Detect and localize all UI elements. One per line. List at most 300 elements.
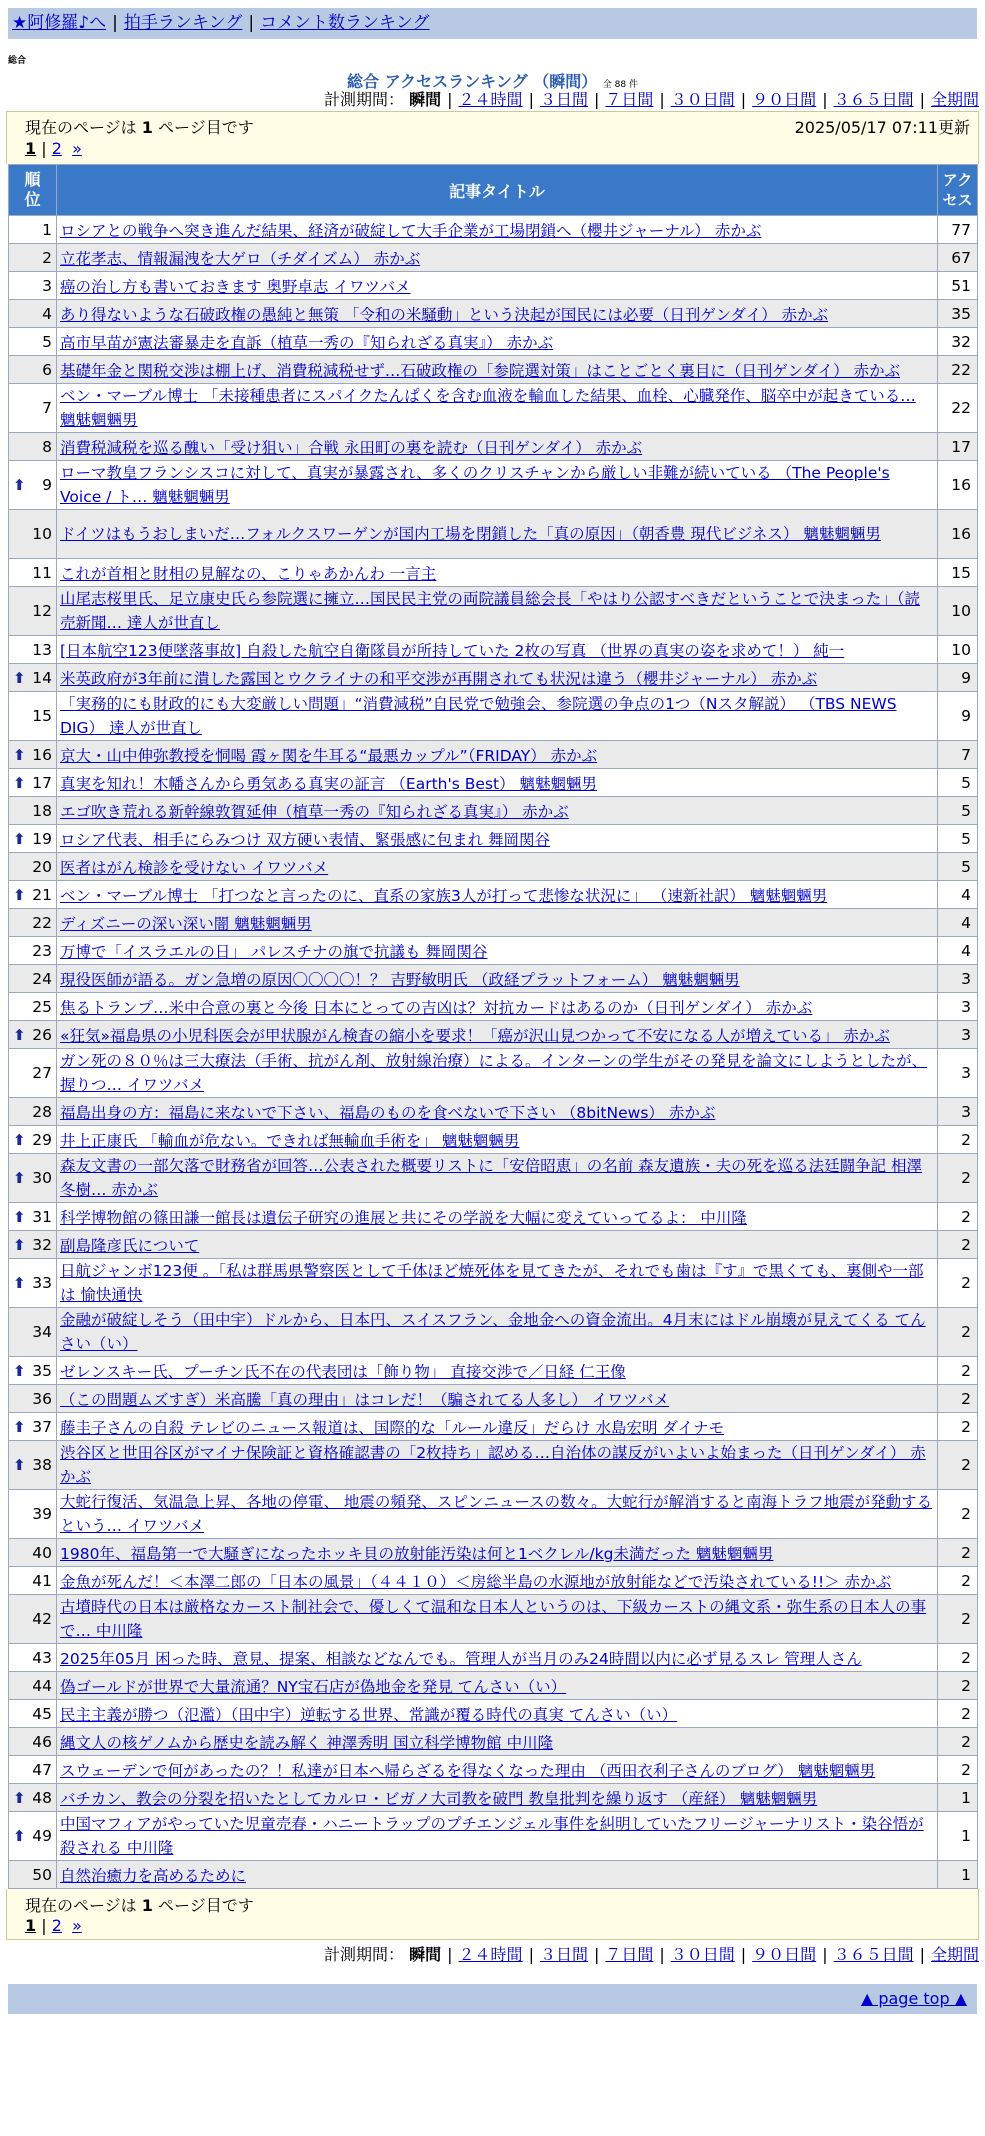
- table-row: [9, 1441, 978, 1490]
- rank-number: 21: [32, 885, 52, 904]
- rank-number: 22: [32, 913, 52, 932]
- rank-cell: [9, 244, 57, 272]
- rank-number: 16: [32, 745, 52, 764]
- table-row: [9, 965, 978, 993]
- period-selector-bottom: 計測期間： 瞬間 | ２４時間 | ３日間 | ７日間 | ３０日間 | ９０日間 | ３６５日間 | 全期間: [324, 1945, 979, 1964]
- rank-cell: [9, 1861, 57, 1889]
- table-row: [9, 300, 978, 328]
- article-link[interactable]: 福島出身の方：福島に来ないで下さい、福島のものを食べないで下さい （8bitNews） 赤かぶ: [60, 1103, 716, 1122]
- article-link[interactable]: 中国マフィアがやっていた児童売春・ハニートラップのプチエンジェル事件を糾明していたフリージャーナリスト・染谷悟が殺される 中川隆: [60, 1815, 924, 1857]
- title-cell: [57, 1756, 938, 1784]
- period-3d[interactable]: ３日間: [539, 1945, 588, 1964]
- period-7d[interactable]: ７日間: [605, 90, 654, 109]
- access-count: 67: [938, 244, 978, 272]
- title-cell: [57, 1049, 938, 1098]
- rank-number: 2: [42, 248, 52, 267]
- table-row: [9, 461, 978, 510]
- rank-up-arrow-icon: ⬆: [13, 1235, 26, 1254]
- title-cell: [57, 1021, 938, 1049]
- period-current: 瞬間: [409, 1945, 442, 1964]
- table-row: [9, 559, 978, 587]
- rank-number: 39: [32, 1505, 52, 1523]
- table-row: [9, 1126, 978, 1154]
- article-link[interactable]: 癌の治し方も書いておきます 奥野卓志 イワツバメ: [60, 277, 411, 296]
- rank-cell: [9, 587, 57, 636]
- rank-cell: [9, 1784, 57, 1812]
- article-link[interactable]: 自然治癒力を高めるために: [60, 1866, 247, 1885]
- rank-cell: [9, 825, 57, 853]
- title-cell: [57, 1812, 938, 1861]
- table-row: [9, 1203, 978, 1231]
- article-link[interactable]: 万博で「イスラエルの日」 パレスチナの旗で抗議も 舞岡関谷: [60, 942, 488, 961]
- rank-number: 1: [42, 220, 52, 239]
- updated-timestamp: 2025/05/17 07:11更新: [794, 118, 970, 137]
- article-link[interactable]: 金融が破綻しそう（田中宇）ドルから、日本円、スイスフラン、金地金への資金流出。4月末にはドル崩壊が見えてくる てんさい（い）: [60, 1311, 926, 1353]
- rank-up-arrow-icon: ⬆: [13, 1456, 26, 1474]
- access-header: アク セス: [938, 165, 978, 216]
- article-link[interactable]: これが首相と財相の見解なの、こりゃあかんわ 一言主: [60, 564, 437, 583]
- rank-cell: [9, 937, 57, 965]
- access-count: 16: [938, 510, 978, 559]
- rank-number: 23: [32, 941, 52, 960]
- access-count: 2: [938, 1259, 978, 1308]
- rank-number: 49: [32, 1827, 52, 1845]
- rank-number: 32: [32, 1235, 52, 1254]
- table-row: [9, 993, 978, 1021]
- rank-up-arrow-icon: ⬆: [13, 885, 26, 904]
- period-365d[interactable]: ３６５日間: [833, 90, 914, 109]
- title-cell: [57, 1441, 938, 1490]
- rank-up-arrow-icon: ⬆: [13, 1361, 26, 1380]
- article-link[interactable]: 渋谷区と世田谷区がマイナ保険証と資格確認書の「2枚持ち」認める…自治体の謀反がいよいよ始まった（日刊ゲンダイ） 赤かぶ: [60, 1444, 926, 1486]
- access-count: 51: [938, 272, 978, 300]
- rank-number: 41: [32, 1571, 52, 1590]
- access-count: 2: [938, 1231, 978, 1259]
- rank-cell: [9, 272, 57, 300]
- pager-page-2[interactable]: 2: [51, 139, 62, 158]
- access-count: 2: [938, 1357, 978, 1385]
- comment-ranking-link[interactable]: コメント数ランキング: [260, 13, 430, 33]
- rank-number: 11: [32, 563, 52, 582]
- rank-number: 43: [32, 1648, 52, 1667]
- table-row: [9, 741, 978, 769]
- table-row: [9, 1490, 978, 1539]
- table-row: [9, 1021, 978, 1049]
- article-link[interactable]: ロシア代表、相手にらみつけ 双方硬い表情、緊張感に包まれ 舞岡関谷: [60, 830, 551, 849]
- article-link[interactable]: 「実務的にも財政的にも大変厳しい問題」“消費減税”自民党で勉強会、参院選の争点の1つ（Nスタ解説） （TBS NEWS DIG） 達人が世直し: [60, 695, 897, 737]
- article-link[interactable]: バチカン、教会の分裂を招いたとしてカルロ・ビガノ大司教を破門 教皇批判を繰り返す （産経） 魑魅魍魎男: [60, 1789, 818, 1808]
- access-count: 2: [938, 1539, 978, 1567]
- article-link[interactable]: 1980年、福島第一で大騒ぎになったホッキ貝の放射能汚染は何と1ベクレル/kg未満だった 魑魅魍魎男: [60, 1544, 774, 1563]
- title-cell: [57, 1784, 938, 1812]
- access-count: 2: [938, 1413, 978, 1441]
- article-link[interactable]: ガン死の８０％は三大療法（手術、抗がん剤、放射線治療）による。インターンの学生がその発見を論文にしようとしたが、握りつ… イワツバメ: [60, 1052, 928, 1094]
- article-link[interactable]: 科学博物館の篠田謙一館長は遺伝子研究の進展と共にその学説を大幅に変えていってるよ： 中川隆: [60, 1208, 747, 1227]
- rank-number: 47: [32, 1760, 52, 1779]
- table-row: [9, 216, 978, 244]
- title-cell: [57, 328, 938, 356]
- period-3d[interactable]: ３日間: [539, 90, 588, 109]
- rank-cell: [9, 1539, 57, 1567]
- article-link[interactable]: [日本航空123便墜落事故] 自殺した航空自衛隊員が所持していた 2枚の写真 （世界の真実の姿を求めて！） 純一: [60, 641, 845, 660]
- rank-cell: [9, 461, 57, 510]
- article-link[interactable]: 縄文人の核ゲノムから歴史を読み解く 神澤秀明 国立科学博物館 中川隆: [60, 1733, 554, 1752]
- rank-number: 44: [32, 1676, 52, 1695]
- period-label: 計測期間：: [324, 90, 405, 109]
- rank-number: 40: [32, 1543, 52, 1562]
- access-count: 4: [938, 881, 978, 909]
- article-link[interactable]: あり得ないような石破政権の愚純と無策 「令和の米騒動」という決起が国民には必要（日刊ゲンダイ） 赤かぶ: [60, 305, 829, 324]
- ranking-table: [8, 164, 978, 1889]
- article-link[interactable]: 真実を知れ！木幡さんから勇気ある真実の証言 （Earth's Best） 魑魅魍魎男: [60, 774, 598, 793]
- access-count: 3: [938, 965, 978, 993]
- article-link[interactable]: 焦るトランプ…米中合意の裏と今後 日本にとっての吉凶は？対抗カードはあるのか（日刊ゲンダイ） 赤かぶ: [60, 998, 813, 1017]
- rank-cell: [9, 1490, 57, 1539]
- rank-up-arrow-icon: ⬆: [13, 1025, 26, 1044]
- article-link[interactable]: スウェーデンで何があったの？！私達が日本へ帰らざるを得なくなった理由 （西田衣利子さんのブログ） 魑魅魍魎男: [60, 1761, 876, 1780]
- title-cell: [57, 433, 938, 461]
- pager-current: 1: [25, 139, 37, 158]
- rank-cell: [9, 1231, 57, 1259]
- applause-ranking-link[interactable]: 拍手ランキング: [123, 13, 243, 33]
- rank-number: 34: [32, 1323, 52, 1341]
- access-count: 22: [938, 356, 978, 384]
- title-cell: [57, 909, 938, 937]
- rank-number: 3: [42, 276, 52, 295]
- rank-number: 42: [32, 1610, 52, 1628]
- article-link[interactable]: ゼレンスキー氏、プーチン氏不在の代表団は「飾り物」 直接交渉で／日経 仁王像: [60, 1362, 626, 1381]
- title-cell: [57, 1385, 938, 1413]
- title-cell: [57, 1490, 938, 1539]
- rank-number: 30: [32, 1169, 52, 1187]
- title-cell: [57, 384, 938, 433]
- rank-number: 13: [32, 640, 52, 659]
- rank-cell: [9, 384, 57, 433]
- rank-cell: [9, 559, 57, 587]
- article-link[interactable]: 消費税減税を巡る醜い「受け狙い」合戦 永田町の裏を読む（日刊ゲンダイ） 赤かぶ: [60, 438, 643, 457]
- title-cell: [57, 587, 938, 636]
- top-navigation: [8, 8, 977, 39]
- title-cell: [57, 461, 938, 510]
- pager-next[interactable]: »: [72, 139, 82, 158]
- title-cell: [57, 1539, 938, 1567]
- rank-number: 46: [32, 1732, 52, 1751]
- title-cell: [57, 272, 938, 300]
- table-row: [9, 636, 978, 664]
- article-link[interactable]: 京大・山中伸弥教授を恫喝 霞ヶ関を牛耳る“最悪カップル”（FRIDAY） 赤かぶ: [60, 746, 598, 765]
- rank-cell: [9, 1567, 57, 1595]
- rank-number: 5: [42, 332, 52, 351]
- separator: |: [112, 13, 118, 33]
- rank-number: 33: [32, 1274, 52, 1292]
- article-link[interactable]: 日航ジャンボ123便 。「私は群馬県警察医として千体ほど焼死体を見てきたが、それでも歯は『す』で黒くても、裏側や一部は 愉快通快: [60, 1262, 924, 1304]
- rank-up-arrow-icon: ⬆: [13, 1417, 26, 1436]
- article-link[interactable]: ロシアとの戦争へ突き進んだ結果、経済が破綻して大手企業が工場閉鎖へ（櫻井ジャーナル） 赤かぶ: [60, 221, 762, 240]
- article-link[interactable]: 現役医師が語る。ガン急増の原因〇〇〇〇！？ 吉野敏明氏 （政経プラットフォーム） 魑魅魍魎男: [60, 970, 740, 989]
- article-link[interactable]: 森友文書の一部欠落で財務省が回答…公表された概要リストに「安倍昭恵」の名前 森友遺族・夫の死を巡る法廷闘争記 相澤冬樹… 赤かぶ: [60, 1157, 923, 1199]
- table-row: [9, 1567, 978, 1595]
- separator: |: [248, 13, 255, 33]
- rank-number: 15: [32, 707, 52, 725]
- title-cell: [57, 1861, 938, 1889]
- article-link[interactable]: 副島隆彦氏について: [60, 1236, 200, 1255]
- table-row: [9, 853, 978, 881]
- article-link[interactable]: 立花孝志、情報漏洩を大ゲロ（チダイズム） 赤かぶ: [60, 249, 421, 268]
- title-cell: [57, 1567, 938, 1595]
- title-cell: [57, 216, 938, 244]
- rank-cell: [9, 1021, 57, 1049]
- home-link[interactable]: ★阿修羅♪へ: [12, 13, 107, 33]
- access-count: 2: [938, 1672, 978, 1700]
- article-link[interactable]: ベン・マーブル博士 「未接種患者にスパイクたんぱくを含む血液を輸血した結果、血栓、心臓発作、脳卒中が起きている… 魑魅魍魎男: [60, 387, 916, 429]
- article-link[interactable]: ローマ教皇フランシスコに対して、真実が暴露され、多くのクリスチャンから厳しい非難が続いている （The People's Voice / ト… 魑魅魍魎男: [60, 464, 890, 506]
- access-count: 2: [938, 1490, 978, 1539]
- period-24h[interactable]: ２４時間: [458, 1945, 523, 1964]
- title-cell: [57, 1413, 938, 1441]
- access-count: 7: [938, 741, 978, 769]
- rank-up-arrow-icon: ⬆: [13, 1207, 26, 1226]
- table-row: [9, 433, 978, 461]
- access-count: 3: [938, 993, 978, 1021]
- period-30d[interactable]: ３０日間: [670, 1945, 735, 1964]
- rank-cell: [9, 1357, 57, 1385]
- article-link[interactable]: 金魚が死んだ！＜本澤二郎の「日本の風景」（４４１０）＜房総半島の水源地が放射能などで汚染されている!!＞ 赤かぶ: [60, 1572, 892, 1591]
- rank-cell: [9, 300, 57, 328]
- rank-cell: [9, 1126, 57, 1154]
- article-link[interactable]: 井上正康氏 「輸血が危ない。できれば無輸血手術を」 魑魅魍魎男: [60, 1131, 520, 1150]
- period-90d[interactable]: ９０日間: [752, 90, 817, 109]
- rank-cell: [9, 1098, 57, 1126]
- rank-cell: [9, 664, 57, 692]
- article-link[interactable]: 古墳時代の日本は厳格なカースト制社会で、優しくて温和な日本人というのは、下級カーストの縄文系・弥生系の日本人の事で… 中川隆: [60, 1598, 927, 1640]
- rank-cell: [9, 965, 57, 993]
- table-row: [9, 1595, 978, 1644]
- pager-page-2[interactable]: 2: [51, 1916, 62, 1935]
- rank-cell: [9, 1049, 57, 1098]
- access-count: 17: [938, 433, 978, 461]
- pager-next[interactable]: »: [72, 1916, 82, 1935]
- table-row: [9, 244, 978, 272]
- rank-number: 8: [42, 437, 52, 456]
- title-header: 記事タイトル: [57, 165, 938, 216]
- rank-cell: [9, 1385, 57, 1413]
- table-row: [9, 328, 978, 356]
- title-cell: [57, 1203, 938, 1231]
- rank-number: 37: [32, 1417, 52, 1436]
- title-cell: [57, 1231, 938, 1259]
- period-7d[interactable]: ７日間: [605, 1945, 654, 1964]
- rank-number: 20: [32, 857, 52, 876]
- rank-cell: [9, 433, 57, 461]
- title-cell: [57, 1126, 938, 1154]
- title-cell: [57, 1259, 938, 1308]
- rank-number: 31: [32, 1207, 52, 1226]
- rank-cell: [9, 881, 57, 909]
- access-count: 2: [938, 1595, 978, 1644]
- ranking-body: [9, 216, 978, 1889]
- rank-up-arrow-icon: ⬆: [13, 745, 26, 764]
- rank-cell: [9, 741, 57, 769]
- article-link[interactable]: 米英政府が3年前に潰した露国とウクライナの和平交渉が再開されても状況は違う（櫻井ジャーナル） 赤かぶ: [60, 669, 818, 688]
- rank-number: 25: [32, 997, 52, 1016]
- period-label: 計測期間：: [324, 1945, 405, 1964]
- page-top-link[interactable]: ▲ page top ▲: [860, 1989, 967, 2008]
- rank-number: 18: [32, 801, 52, 820]
- table-row: [9, 1308, 978, 1357]
- article-link[interactable]: 民主主義が勝つ（氾濫）（田中宇）逆転する世界、常識が覆る時代の真実 てんさい（い）: [60, 1705, 678, 1724]
- access-count: 15: [938, 559, 978, 587]
- title-cell: [57, 664, 938, 692]
- table-row: [9, 692, 978, 741]
- period-24h[interactable]: ２４時間: [458, 90, 523, 109]
- title-cell: [57, 356, 938, 384]
- table-row: [9, 1700, 978, 1728]
- title-cell: [57, 1644, 938, 1672]
- rank-cell: [9, 1203, 57, 1231]
- rank-number: 50: [32, 1865, 52, 1884]
- article-link[interactable]: ディズニーの深い深い闇 魑魅魍魎男: [60, 914, 312, 933]
- pager: 1 | 2 »: [25, 1916, 82, 1935]
- article-link[interactable]: 藤圭子さんの自殺 テレビのニュース報道は、国際的な「ルール違反」だらけ 水島宏明 ダイナモ: [60, 1418, 725, 1437]
- title-cell: [57, 1672, 938, 1700]
- period-selector-top: 計測期間： 瞬間 | ２４時間 | ３日間 | ７日間 | ３０日間 | ９０日間 | ３６５日間 | 全期間: [324, 90, 979, 109]
- table-row: [9, 1728, 978, 1756]
- article-link[interactable]: 2025年05月 困った時、意見、提案、相談などなんでも。管理人が当月のみ24時間以内に必ず見るスレ 管理人さん: [60, 1649, 862, 1668]
- article-link[interactable]: ベン・マーブル博士 「打つなと言ったのに、直系の家族3人が打って悲惨な状況に」 （速新社訳） 魑魅魍魎男: [60, 886, 828, 905]
- rank-number: 45: [32, 1704, 52, 1723]
- article-link[interactable]: ドイツはもうおしまいだ…フォルクスワーゲンが国内工場を閉鎖した「真の原因」（朝香豊 現代ビジネス） 魑魅魍魎男: [60, 525, 881, 543]
- table-row: [9, 664, 978, 692]
- title-cell: [57, 825, 938, 853]
- rank-cell: [9, 636, 57, 664]
- article-link[interactable]: （この問題ムズすぎ）米高騰「真の理由」はコレだ！（騙されてる人多し） イワツバメ: [60, 1390, 670, 1409]
- table-row: [9, 510, 978, 559]
- footer-bar: [8, 1984, 977, 2014]
- pager-current: 1: [25, 1916, 37, 1935]
- article-link[interactable]: 大蛇行復活、気温急上昇、各地の停電、 地震の頻発、スピンニュースの数々。大蛇行が解消すると南海トラフ地震が発動するという… イワツバメ: [60, 1493, 933, 1535]
- article-link[interactable]: 高市早苗が憲法審暴走を直訴（植草一秀の『知られざる真実』） 赤かぶ: [60, 333, 554, 352]
- total-count: 全 88 件: [602, 80, 638, 90]
- rank-cell: [9, 993, 57, 1021]
- title-cell: [57, 853, 938, 881]
- period-90d[interactable]: ９０日間: [752, 1945, 817, 1964]
- rank-number: 14: [32, 668, 52, 687]
- table-row: [9, 769, 978, 797]
- rank-cell: [9, 216, 57, 244]
- article-link[interactable]: 基礎年金と関税交渉は棚上げ、消費税減税せず…石破政権の「参院選対策」はことごとく裏目に（日刊ゲンダイ） 赤かぶ: [60, 361, 901, 380]
- rank-number: 12: [32, 602, 52, 620]
- access-count: 2: [938, 1203, 978, 1231]
- table-row: [9, 1231, 978, 1259]
- period-365d[interactable]: ３６５日間: [833, 1945, 914, 1964]
- access-count: 2: [938, 1385, 978, 1413]
- table-row: [9, 1644, 978, 1672]
- rank-number: 29: [32, 1130, 52, 1149]
- period-all[interactable]: 全期間: [930, 90, 979, 109]
- rank-cell: [9, 692, 57, 741]
- rank-cell: [9, 853, 57, 881]
- access-count: 22: [938, 384, 978, 433]
- title-cell: [57, 1595, 938, 1644]
- rank-up-arrow-icon: ⬆: [13, 668, 26, 687]
- title-cell: [57, 769, 938, 797]
- table-row: [9, 909, 978, 937]
- article-link[interactable]: 偽ゴールドが世界で大量流通？NY宝石店が偽地金を発見 てんさい（い）: [60, 1677, 567, 1696]
- section-label: 総合: [8, 56, 27, 66]
- access-count: 10: [938, 636, 978, 664]
- rank-up-arrow-icon: ⬆: [13, 476, 26, 494]
- access-count: 3: [938, 1049, 978, 1098]
- rank-number: 10: [32, 525, 52, 543]
- period-30d[interactable]: ３０日間: [670, 90, 735, 109]
- table-row: [9, 1539, 978, 1567]
- rank-cell: [9, 356, 57, 384]
- rank-cell: [9, 909, 57, 937]
- access-count: 2: [938, 1126, 978, 1154]
- rank-number: 27: [32, 1064, 52, 1082]
- rank-cell: [9, 510, 57, 559]
- table-row: [9, 1756, 978, 1784]
- access-count: 10: [938, 587, 978, 636]
- article-link[interactable]: «狂気»福島県の小児科医会が甲状腺がん検査の縮小を要求！「癌が沢山見つかって不安になる人が増えている」 赤かぶ: [60, 1026, 890, 1045]
- page-info-top: [6, 111, 979, 164]
- table-row: [9, 1385, 978, 1413]
- table-row: [9, 797, 978, 825]
- article-link[interactable]: 山尾志桜里氏、足立康史氏ら参院選に擁立…国民民主党の両院議員総会長「やはり公認すべきだということで決まった」（読売新聞… 達人が世直し: [60, 590, 920, 632]
- table-row: [9, 881, 978, 909]
- article-link[interactable]: 医者はがん検診を受けない イワツバメ: [60, 858, 329, 877]
- rank-number: 9: [42, 476, 52, 494]
- title-cell: [57, 1098, 938, 1126]
- pager: 1 | 2 »: [25, 139, 82, 158]
- title-cell: [57, 937, 938, 965]
- article-link[interactable]: エゴ吹き荒れる新幹線敦賀延伸（植草一秀の『知られざる真実』） 赤かぶ: [60, 802, 569, 821]
- access-count: 4: [938, 937, 978, 965]
- rank-cell: [9, 1756, 57, 1784]
- access-count: 2: [938, 1756, 978, 1784]
- rank-number: 6: [42, 360, 52, 379]
- rank-cell: [9, 1644, 57, 1672]
- access-count: 16: [938, 461, 978, 510]
- rank-header: 順 位: [9, 165, 57, 216]
- access-count: 9: [938, 664, 978, 692]
- rank-cell: [9, 1308, 57, 1357]
- current-page-text: 現在のページは 1 ページ目です: [25, 118, 254, 137]
- table-row: [9, 1049, 978, 1098]
- ranking-title: 総合 アクセスランキング （瞬間）: [347, 72, 598, 91]
- table-row: [9, 1812, 978, 1861]
- rank-cell: [9, 1441, 57, 1490]
- table-row: [9, 272, 978, 300]
- rank-number: 48: [32, 1788, 52, 1807]
- rank-up-arrow-icon: ⬆: [13, 1827, 26, 1845]
- title-cell: [57, 797, 938, 825]
- table-header: [9, 165, 978, 216]
- title-cell: [57, 741, 938, 769]
- period-all[interactable]: 全期間: [930, 1945, 979, 1964]
- access-count: 2: [938, 1154, 978, 1203]
- current-page-text: 現在のページは 1 ページ目です: [25, 1896, 254, 1915]
- title-cell: [57, 300, 938, 328]
- access-count: 2: [938, 1728, 978, 1756]
- rank-cell: [9, 1672, 57, 1700]
- access-count: 2: [938, 1441, 978, 1490]
- title-cell: [57, 1700, 938, 1728]
- rank-cell: [9, 1413, 57, 1441]
- rank-cell: [9, 1259, 57, 1308]
- table-row: [9, 1098, 978, 1126]
- page-info-bottom: [6, 1889, 979, 1940]
